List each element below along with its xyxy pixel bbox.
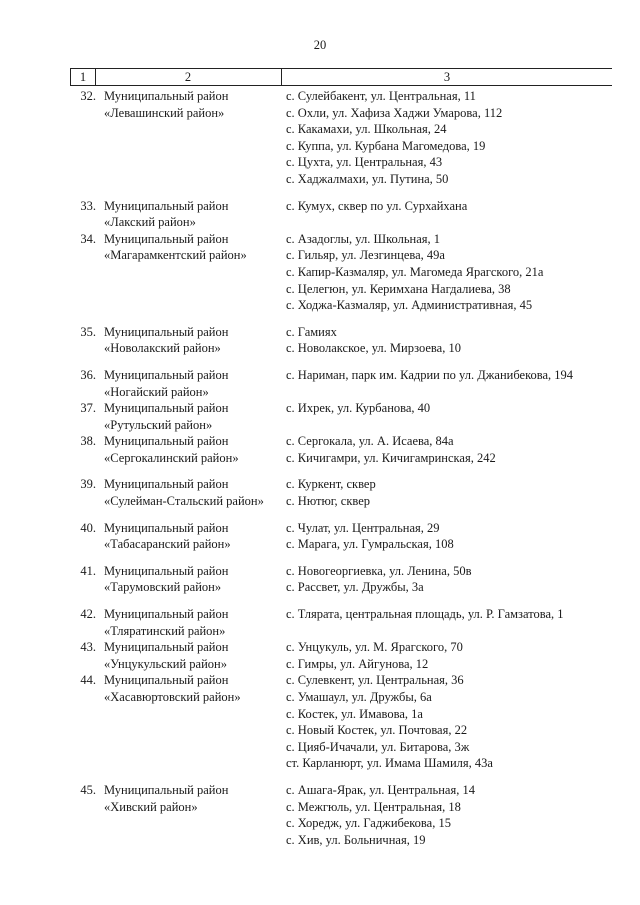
- row-spacer: [70, 553, 612, 563]
- district-name: [104, 400, 284, 433]
- address-item: с. Тлярата, центральная площадь, ул. Р. Гамзатова, 1: [286, 607, 564, 622]
- district-name-line: Муниципальный район: [104, 198, 229, 213]
- address-item: с. Азадоглы, ул. Школьная, 1: [286, 231, 441, 246]
- district-name-line: «Ногайский район»: [104, 384, 209, 399]
- district-name-line: «Сулейман-Стальский район»: [104, 494, 264, 509]
- address-item: с. Новый Костек, ул. Почтовая, 22: [286, 723, 468, 738]
- address-item: с. Сулевкент, ул. Центральная, 36: [286, 673, 464, 688]
- address-item: с. Межгюль, ул. Центральная, 18: [286, 799, 461, 814]
- district-name: [104, 639, 284, 672]
- address-item: с. Капир-Казмаляр, ул. Магомеда Ярагского, 21а: [286, 264, 544, 279]
- address-item: с. Хаджалмахи, ул. Путина, 50: [286, 171, 449, 186]
- address-list: [286, 231, 612, 314]
- district-name-line: «Тарумовский район»: [104, 580, 222, 595]
- row-number: 33.: [80, 198, 96, 213]
- row-number: 44.: [80, 673, 96, 688]
- address-list: [286, 520, 612, 553]
- row-spacer: [70, 466, 612, 476]
- table-row: [70, 231, 612, 314]
- table-header: [70, 68, 612, 86]
- address-list: [286, 672, 612, 772]
- district-name-line: «Новолакский район»: [104, 341, 221, 356]
- row-spacer: [70, 314, 612, 324]
- district-name-line: «Табасаранский район»: [104, 537, 231, 552]
- district-name: [104, 88, 284, 121]
- district-name-line: «Лакский район»: [104, 215, 196, 230]
- table-row: [70, 198, 612, 231]
- district-name: [104, 231, 284, 264]
- address-item: с. Умашаул, ул. Дружбы, 6а: [286, 690, 432, 704]
- district-name-line: «Тляратинский район»: [104, 623, 226, 638]
- district-name: [104, 672, 284, 705]
- address-item: с. Марага, ул. Гумральская, 108: [286, 537, 454, 552]
- page-number: 20: [313, 38, 327, 52]
- table-row: [70, 563, 612, 596]
- district-name: [104, 476, 284, 509]
- address-item: с. Костек, ул. Имавова, 1а: [286, 706, 423, 721]
- address-item: с. Рассвет, ул. Дружбы, 3а: [286, 580, 424, 595]
- row-number: 38.: [80, 434, 96, 449]
- address-item: с. Хив, ул. Больничная, 19: [286, 832, 426, 847]
- district-name-line: «Унцукульский район»: [104, 656, 227, 671]
- address-list: [286, 198, 612, 231]
- address-item: с. Гимры, ул. Айгунова, 12: [286, 656, 429, 671]
- district-name-line: Муниципальный район: [104, 563, 229, 578]
- district-name-line: «Рутульский район»: [104, 417, 213, 432]
- table-row: [70, 520, 612, 553]
- row-number: 45.: [80, 782, 96, 797]
- district-name: [104, 198, 284, 231]
- district-name: [104, 563, 284, 596]
- district-name-line: Муниципальный район: [104, 324, 229, 339]
- district-name: [104, 606, 284, 639]
- address-item: ст. Карланюрт, ул. Имама Шамиля, 43а: [286, 756, 493, 771]
- district-name-line: «Магарамкентский район»: [104, 248, 247, 263]
- table-row: [70, 400, 612, 433]
- district-name-line: Муниципальный район: [104, 477, 229, 492]
- address-item: с. Ихрек, ул. Курбанова, 40: [286, 401, 431, 416]
- address-list: [286, 367, 612, 400]
- district-name-line: Муниципальный район: [104, 673, 229, 688]
- district-name: [104, 367, 284, 400]
- row-spacer: [70, 188, 612, 198]
- address-item: с. Гамиях: [286, 324, 337, 339]
- address-item: с. Кумух, сквер по ул. Сурхайхана: [286, 198, 468, 213]
- district-name: [104, 782, 284, 815]
- table-row: [70, 476, 612, 509]
- district-name-line: Муниципальный район: [104, 607, 229, 622]
- district-name-line: Муниципальный район: [104, 640, 229, 655]
- row-spacer: [70, 510, 612, 520]
- table-body: [70, 88, 612, 848]
- district-name: [104, 520, 284, 553]
- table-row: [70, 324, 612, 357]
- district-name-line: «Левашинский район»: [104, 105, 225, 120]
- address-item: с. Куппа, ул. Курбана Магомедова, 19: [286, 138, 486, 153]
- district-name-line: «Хивский район»: [104, 799, 198, 814]
- row-number: 42.: [80, 607, 96, 622]
- row-number: 39.: [80, 477, 96, 492]
- address-item: с. Охли, ул. Хафиза Хаджи Умарова, 112: [286, 105, 503, 120]
- address-item: с. Ашага-Ярак, ул. Центральная, 14: [286, 782, 475, 797]
- table-row: [70, 606, 612, 639]
- table-row: [70, 672, 612, 772]
- district-name-line: Муниципальный район: [104, 231, 229, 246]
- address-item: с. Новогеоргиевка, ул. Ленина, 50в: [286, 563, 472, 578]
- address-item: [286, 417, 612, 434]
- district-name-line: Муниципальный район: [104, 89, 229, 103]
- address-list: [286, 563, 612, 596]
- address-item: с. Сулейбакент, ул. Центральная, 11: [286, 89, 476, 103]
- row-number: 32.: [80, 89, 96, 103]
- row-number: 35.: [80, 324, 96, 339]
- district-name-line: Муниципальный район: [104, 434, 229, 449]
- address-list: [286, 88, 612, 188]
- address-item: с. Чулат, ул. Центральная, 29: [286, 520, 440, 535]
- district-name-line: «Сергокалинский район»: [104, 450, 239, 465]
- district-name-line: Муниципальный район: [104, 520, 229, 535]
- row-number: 37.: [80, 401, 96, 416]
- table-row: [70, 367, 612, 400]
- address-item: с. Цияб-Ичачали, ул. Битарова, 3ж: [286, 739, 470, 754]
- address-item: с. Сергокала, ул. А. Исаева, 84а: [286, 434, 454, 449]
- address-item: с. Унцукуль, ул. М. Ярагского, 70: [286, 640, 463, 655]
- table-row: [70, 433, 612, 466]
- address-list: [286, 782, 612, 848]
- header-col-1: 1: [71, 69, 96, 85]
- address-item: с. Новолакское, ул. Мирзоева, 10: [286, 341, 461, 356]
- row-number: 36.: [80, 367, 96, 382]
- table-row: [70, 88, 612, 188]
- row-spacer: [70, 596, 612, 606]
- address-item: с. Ходжа-Казмаляр, ул. Административная, 45: [286, 298, 533, 313]
- district-name-line: Муниципальный район: [104, 401, 229, 416]
- address-item: с. Кичигамри, ул. Кичигамринская, 242: [286, 450, 496, 465]
- table-row: [70, 782, 612, 848]
- address-item: с. Хоредж, ул. Гаджибекова, 15: [286, 816, 451, 831]
- table-row: [70, 639, 612, 672]
- address-list: [286, 433, 612, 466]
- header-col-3: 3: [443, 70, 451, 84]
- address-list: [286, 606, 612, 639]
- address-item: с. Нариман, парк им. Кадрии по ул. Джанибекова, 194: [286, 367, 574, 382]
- address-item: [286, 623, 612, 640]
- address-item: с. Нютюг, сквер: [286, 494, 371, 509]
- district-name-line: Муниципальный район: [104, 782, 229, 797]
- address-item: с. Целегюн, ул. Керимхана Нагдалиева, 38: [286, 281, 511, 296]
- row-number: 40.: [80, 520, 96, 535]
- address-list: [286, 400, 612, 433]
- row-spacer: [70, 357, 612, 367]
- address-list: [286, 476, 612, 509]
- row-number: 43.: [80, 640, 96, 655]
- district-name-line: Муниципальный район: [104, 367, 229, 382]
- row-number: 34.: [80, 231, 96, 246]
- address-item: с. Цухта, ул. Центральная, 43: [286, 155, 443, 170]
- district-name: [104, 324, 284, 357]
- row-number: 41.: [80, 563, 96, 578]
- header-col-2: 2: [95, 69, 282, 85]
- address-item: с. Гильяр, ул. Лезгинцева, 49а: [286, 248, 445, 263]
- address-item: [286, 214, 612, 231]
- district-name-line: «Хасавюртовский район»: [104, 690, 241, 704]
- address-list: [286, 639, 612, 672]
- address-list: [286, 324, 612, 357]
- address-item: с. Куркент, сквер: [286, 477, 376, 492]
- address-item: с. Какамахи, ул. Школьная, 24: [286, 122, 447, 137]
- district-name: [104, 433, 284, 466]
- row-spacer: [70, 772, 612, 782]
- address-item: [286, 384, 612, 401]
